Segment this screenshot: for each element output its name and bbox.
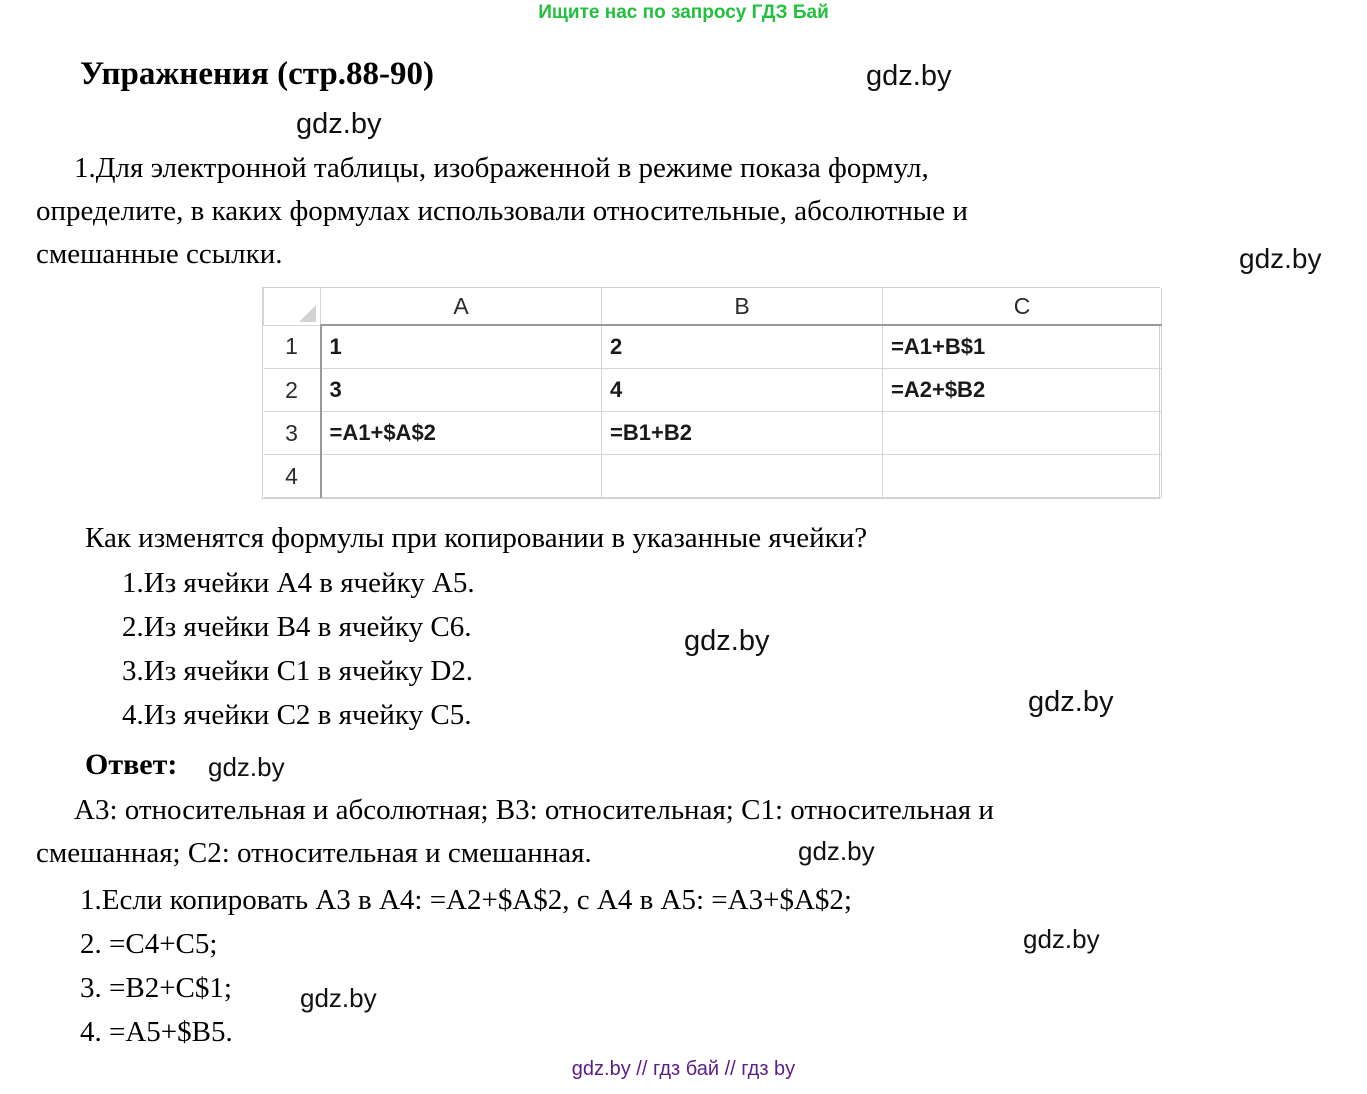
watermark-gdz-by: gdz.by: [684, 625, 770, 657]
row-header-3[interactable]: 3: [264, 412, 321, 455]
cell-a4[interactable]: [321, 455, 602, 498]
answer-item-2: 2. =C4+C5;: [80, 928, 218, 960]
table-row: [264, 369, 1162, 412]
question-prompt: Как изменятся формулы при копировании в указанные ячейки?: [85, 522, 868, 554]
corner-triangle-icon: [299, 305, 316, 322]
watermark-gdz-by: gdz.by: [1028, 686, 1114, 718]
watermark-gdz-by: gdz.by: [300, 983, 377, 1013]
column-header-c[interactable]: C: [883, 288, 1162, 325]
answer-line-2: смешанная; С2: относительная и смешанная.: [36, 837, 592, 869]
watermark-gdz-by: gdz.by: [798, 836, 875, 866]
page-title: Упражнения (стр.88-90): [80, 56, 434, 92]
cell-b1[interactable]: 2: [602, 325, 883, 369]
question-item-3: 3.Из ячейки С1 в ячейку D2.: [122, 655, 474, 687]
table-row: [264, 455, 1162, 498]
answer-paragraph: [36, 789, 1336, 875]
table-row: [264, 412, 1162, 455]
row-header-2[interactable]: 2: [264, 369, 321, 412]
question-item-2: 2.Из ячейки В4 в ячейку С6.: [122, 611, 472, 643]
table-row: [264, 325, 1162, 369]
watermark-gdz-by: gdz.by: [1023, 924, 1100, 954]
column-header-a[interactable]: A: [321, 288, 602, 325]
promo-banner: Ищите нас по запросу ГДЗ Бай: [538, 2, 829, 23]
answer-item-1: 1.Если копировать А3 в А4: =A2+$A$2, с А4 в А5: =A3+$A$2;: [80, 884, 852, 916]
cell-a1[interactable]: 1: [321, 325, 602, 369]
task-line-1: 1.Для электронной таблицы, изображенной в режиме показа формул,: [74, 152, 929, 184]
footer-links: gdz.by // гдз бай // гдз by: [571, 1058, 796, 1080]
cell-a3[interactable]: =A1+$A$2: [321, 412, 602, 455]
spreadsheet-column-header-row: [264, 288, 1162, 325]
cell-c1[interactable]: =A1+B$1: [883, 325, 1162, 369]
select-all-corner-icon[interactable]: [264, 288, 321, 325]
answer-line-1: А3: относительная и абсолютная; В3: относительная; С1: относительная и: [74, 794, 994, 826]
watermark-gdz-by: gdz.by: [208, 752, 285, 782]
task-paragraph: [36, 147, 1336, 276]
cell-c4[interactable]: [883, 455, 1162, 498]
answer-item-3: 3. =B2+C$1;: [80, 972, 232, 1004]
question-item-4: 4.Из ячейки С2 в ячейку С5.: [122, 699, 472, 731]
row-header-1[interactable]: 1: [264, 325, 321, 369]
question-item-1: 1.Из ячейки А4 в ячейку А5.: [122, 567, 475, 599]
cell-b2[interactable]: 4: [602, 369, 883, 412]
answer-label: Ответ:: [85, 748, 178, 781]
column-header-b[interactable]: B: [602, 288, 883, 325]
cell-c3[interactable]: [883, 412, 1162, 455]
task-line-2: определите, в каких формулах использовали относительные, абсолютные и: [36, 195, 968, 227]
cell-b4[interactable]: [602, 455, 883, 498]
row-header-4[interactable]: 4: [264, 455, 321, 498]
watermark-gdz-by: gdz.by: [1239, 243, 1322, 274]
cell-c2[interactable]: =A2+$B2: [883, 369, 1162, 412]
cell-b3[interactable]: =B1+B2: [602, 412, 883, 455]
watermark-gdz-by: gdz.by: [866, 60, 952, 92]
watermark-gdz-by: gdz.by: [296, 108, 382, 140]
spreadsheet-table: [263, 288, 1162, 498]
task-line-3: смешанные ссылки.: [36, 238, 283, 270]
cell-a2[interactable]: 3: [321, 369, 602, 412]
spreadsheet-figure: [262, 287, 1160, 499]
answer-item-4: 4. =A5+$B5.: [80, 1016, 233, 1048]
